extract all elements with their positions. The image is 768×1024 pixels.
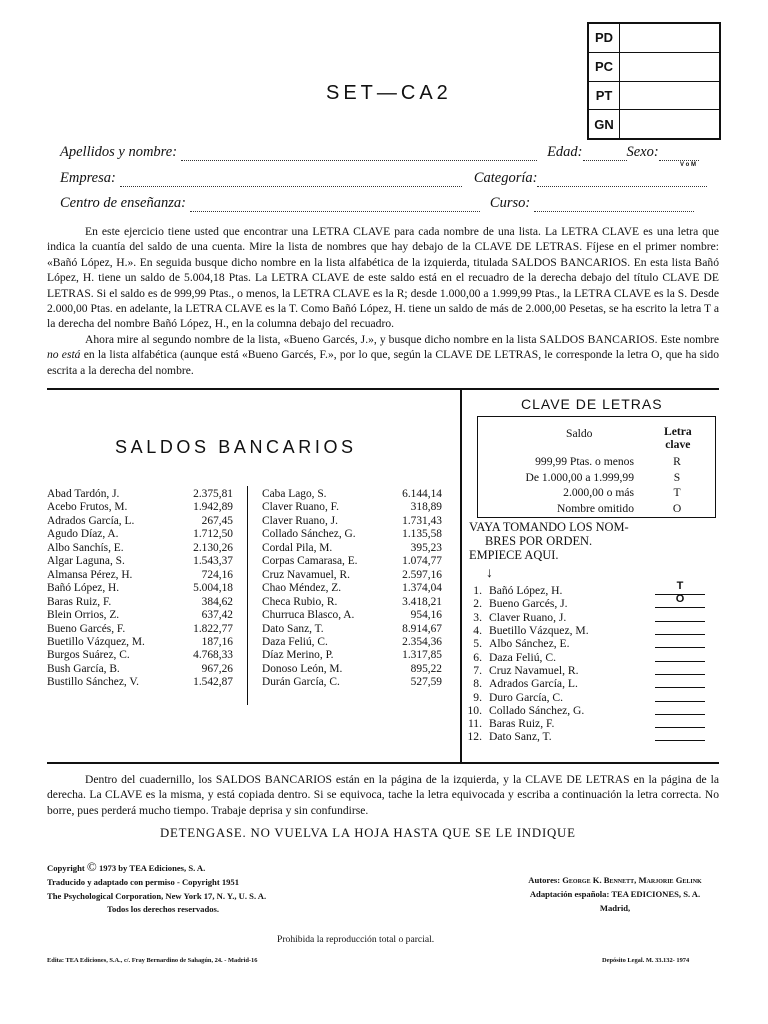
copyright-word: Copyright — [47, 863, 85, 873]
authors-label: Autores: — [528, 875, 561, 885]
clave-range: Nombre omitido — [557, 501, 634, 515]
answer-slot[interactable] — [655, 719, 705, 728]
answer-slot[interactable] — [655, 653, 705, 662]
account-amount: 1.135,58 — [402, 528, 442, 541]
list-name: Adrados García, L. — [489, 677, 578, 691]
account-row — [47, 676, 233, 689]
curso-field[interactable] — [534, 199, 694, 212]
list-name: Duro García, C. — [489, 690, 564, 704]
authors-block — [508, 874, 722, 915]
instructions — [47, 224, 719, 378]
score-label: GN — [589, 110, 620, 138]
legal-deposit: Depósito Legal. M. 33.132- 1974 — [602, 957, 690, 964]
list-item — [458, 593, 705, 611]
clave-header-letra-2: clave — [665, 438, 691, 451]
account-row — [47, 609, 233, 622]
account-amount: 954,16 — [410, 609, 442, 622]
vm-hint: V o M — [680, 162, 696, 168]
clave-header-saldo: Saldo — [566, 427, 593, 440]
account-amount: 2.354,36 — [402, 635, 442, 648]
empresa-label: Empresa: — [60, 170, 116, 186]
account-name: Abad Tardón, J. — [47, 488, 120, 500]
answer-slot[interactable] — [655, 626, 705, 635]
account-row — [262, 623, 442, 636]
clave-range: 999,99 Ptas. o menos — [535, 455, 634, 469]
account-name: Caba Lago, S. — [262, 488, 327, 500]
account-row — [47, 501, 233, 514]
answer-slot[interactable] — [655, 639, 705, 648]
list-name: Bueno Garcés, J. — [489, 597, 568, 611]
copyright-holder: 1973 by TEA Ediciones, S. A. — [98, 863, 206, 873]
curso-label: Curso: — [489, 195, 531, 211]
vaya-line-3: EMPIECE AQUI. — [469, 548, 559, 562]
list-item — [458, 730, 705, 743]
account-row — [262, 515, 442, 528]
clave-letter: R — [673, 455, 681, 469]
list-item — [458, 624, 705, 637]
account-amount: 1.712,50 — [193, 528, 233, 541]
answer-slot[interactable] — [655, 693, 705, 702]
instructions-paragraph-2 — [47, 332, 719, 378]
list-number: 1. — [473, 584, 482, 598]
stop-notice: DETENGASE. NO VUELVA LA HOJA HASTA QUE SE LE INDIQUE — [160, 826, 576, 840]
account-row — [262, 663, 442, 676]
clave-range: De 1.000,00 a 1.999,99 — [525, 470, 634, 484]
account-amount: 2.597,16 — [402, 568, 442, 581]
account-row — [47, 663, 233, 676]
account-amount: 527,59 — [410, 676, 442, 689]
list-item — [458, 690, 705, 703]
vaya-line-2: BRES POR ORDEN. — [485, 534, 593, 548]
empresa-field[interactable] — [120, 174, 462, 187]
score-cell[interactable] — [620, 110, 719, 138]
clave-range: 2.000,00 o más — [563, 486, 634, 500]
score-cell[interactable] — [620, 53, 719, 81]
publisher-line: Edita: TEA Ediciones, S.A., c/. Fray Bernardino de Sahagún, 24. - Madrid-16 — [47, 957, 258, 964]
adaptation-line: Adaptación española: TEA EDICIONES, S. A. — [529, 888, 701, 899]
list-number: 8. — [473, 677, 482, 691]
score-cell[interactable] — [620, 24, 719, 52]
score-box — [587, 22, 721, 140]
account-amount: 2.375,81 — [193, 488, 233, 500]
clave-row — [492, 454, 702, 470]
instructions-paragraph-2b: en la lista alfabética (aunque está «Bueno Garcés, F.», por lo que, según la CLAVE DE LETRAS, le corresponde la letra O, que ha sido escrita a la derecha del nombre. — [47, 348, 720, 377]
copyright-line-3: The Psychological Corporation, New York 17, N. Y., U. S. A. — [47, 890, 267, 901]
field-row-name — [60, 144, 710, 161]
list-number: 10. — [467, 703, 482, 717]
account-row — [47, 542, 233, 555]
list-item — [458, 664, 705, 677]
list-name: Buetillo Vázquez, M. — [489, 624, 589, 638]
account-name: Agudo Díaz, A. — [47, 528, 119, 541]
account-name: Durán García, C. — [262, 676, 340, 689]
account-name: Adrados García, L. — [47, 514, 135, 527]
account-name: Donoso León, M. — [262, 662, 343, 675]
account-name: Corpas Camarasa, E. — [262, 555, 358, 568]
account-row — [47, 623, 233, 636]
list-item — [458, 650, 705, 663]
account-amount: 6.144,14 — [402, 488, 442, 500]
list-name: Cruz Navamuel, R. — [489, 663, 579, 677]
account-name: Bush García, B. — [47, 662, 120, 675]
account-row — [262, 609, 442, 622]
copyright-line-2: Traducido y adaptado con permiso - Copyright 1951 — [47, 876, 240, 887]
clave-row — [492, 485, 702, 501]
clave-header-letra — [664, 425, 692, 451]
clave-title: CLAVE DE LETRAS — [521, 396, 663, 412]
score-row-pc — [589, 53, 719, 82]
account-amount: 637,42 — [201, 609, 233, 622]
copyright-icon: © — [86, 859, 97, 874]
account-amount: 384,62 — [201, 595, 233, 608]
account-amount: 1.374,04 — [402, 582, 442, 595]
account-amount: 4.768,33 — [193, 649, 233, 662]
account-row — [47, 582, 233, 595]
page-title: SET—CA2 — [326, 82, 452, 104]
sexo-label: Sexo: — [626, 144, 659, 160]
apellidos-label: Apellidos y nombre: — [60, 144, 178, 160]
account-amount: 1.731,43 — [402, 514, 442, 527]
answer-slot[interactable] — [655, 613, 705, 622]
clave-letter: T — [673, 486, 681, 500]
account-amount: 395,23 — [410, 541, 442, 554]
score-row-gn — [589, 110, 719, 138]
account-amount: 5.004,18 — [193, 582, 233, 595]
categoria-field[interactable] — [537, 174, 707, 187]
account-name: Bañó López, H. — [47, 582, 120, 595]
column-divider — [247, 486, 248, 705]
list-number: 9. — [473, 690, 482, 704]
account-amount: 1.542,87 — [193, 676, 233, 689]
list-item — [458, 637, 705, 650]
account-name: Burgos Suárez, C. — [47, 649, 130, 662]
down-arrow-icon: ↓ — [486, 566, 493, 581]
account-name: Collado Sánchez, G. — [262, 528, 356, 541]
account-row — [47, 596, 233, 609]
account-name: Bustillo Sánchez, V. — [47, 676, 139, 689]
account-amount: 1.317,85 — [402, 649, 442, 662]
apellidos-field[interactable] — [181, 148, 537, 161]
account-row — [262, 488, 442, 501]
account-name: Chao Méndez, Z. — [262, 582, 342, 595]
account-row — [47, 555, 233, 568]
clave-rows — [492, 454, 702, 516]
account-row — [262, 542, 442, 555]
field-row-school — [60, 195, 710, 212]
list-number: 3. — [473, 610, 482, 624]
copyright-line-1 — [47, 860, 266, 876]
account-amount: 1.074,77 — [402, 555, 442, 568]
authors-names: George K. Bennett, Marjorie Gelink — [562, 875, 702, 885]
account-row — [262, 555, 442, 568]
edad-field[interactable] — [583, 148, 627, 161]
answer-slot[interactable] — [655, 593, 705, 608]
account-row — [262, 528, 442, 541]
account-row — [262, 676, 442, 689]
score-label: PD — [589, 24, 620, 52]
copyright-block — [47, 860, 266, 917]
account-amount: 1.942,89 — [193, 501, 233, 514]
vaya-instructions — [469, 520, 629, 562]
account-name: Claver Ruano, J. — [262, 514, 338, 527]
clave-row — [492, 501, 702, 517]
account-name: Claver Ruano, F. — [262, 501, 339, 514]
list-number: 11. — [467, 717, 482, 731]
list-number: 6. — [473, 650, 482, 664]
account-amount: 724,16 — [201, 568, 233, 581]
account-name: Daza Feliú, C. — [262, 635, 328, 648]
list-name: Baras Ruiz, F. — [489, 717, 555, 731]
account-name: Acebo Frutos, M. — [47, 501, 128, 514]
account-row — [262, 582, 442, 595]
authors-line — [508, 874, 722, 888]
edad-label: Edad: — [547, 144, 583, 160]
list-name: Bañó López, H. — [489, 584, 563, 598]
account-amount: 895,22 — [410, 662, 442, 675]
account-row — [262, 649, 442, 662]
account-row — [47, 569, 233, 582]
score-label: PC — [589, 53, 620, 81]
account-amount: 187,16 — [201, 635, 233, 648]
account-amount: 967,26 — [201, 662, 233, 675]
list-number: 7. — [473, 663, 482, 677]
account-name: Almansa Pérez, H. — [47, 568, 133, 581]
account-row — [262, 569, 442, 582]
list-item — [458, 704, 705, 717]
account-name: Cruz Navamuel, R. — [262, 568, 350, 581]
clave-row — [492, 470, 702, 486]
list-item — [458, 611, 705, 624]
bottom-instructions — [47, 772, 719, 818]
bottom-paragraph: Dentro del cuadernillo, los SALDOS BANCARIOS están en la página de la izquierda, y la CLAVE DE LETRAS en la página de la derecha. La CLAVE es la misma, y está copiada dentro. Si se equivoca, tache la letra equivocada y escriba a continuación la letra correcta. No borre, pues perderá mucho tiempo. Trabaje deprisa y sin confundirse. — [47, 773, 719, 817]
field-row-company — [60, 170, 710, 187]
answer-letter: O — [675, 593, 685, 606]
saldos-right-column — [262, 488, 442, 690]
madrid-line: Madrid, — [599, 902, 631, 913]
account-row — [47, 488, 233, 501]
answer-slot[interactable] — [655, 706, 705, 715]
divider-bottom — [47, 762, 719, 764]
account-row — [47, 528, 233, 541]
account-amount: 3.418,21 — [402, 595, 442, 608]
list-name: Daza Feliú, C. — [489, 650, 556, 664]
account-row — [47, 649, 233, 662]
account-amount: 318,89 — [410, 501, 442, 514]
name-list — [458, 580, 705, 744]
account-name: Baras Ruiz, F. — [47, 595, 112, 608]
copyright-line-4: Todos los derechos reservados. — [107, 904, 220, 915]
score-label: PT — [589, 82, 620, 110]
account-name: Checa Rubio, R. — [262, 595, 338, 608]
answer-letter: T — [676, 580, 684, 593]
account-row — [262, 636, 442, 649]
list-number: 4. — [473, 624, 482, 638]
centro-label: Centro de enseñanza: — [60, 195, 186, 211]
list-name: Collado Sánchez, G. — [489, 703, 585, 717]
clave-letter: S — [673, 470, 681, 484]
answer-slot[interactable] — [655, 732, 705, 741]
account-name: Blein Orrios, Z. — [47, 609, 120, 622]
account-amount: 1.822,77 — [193, 622, 233, 635]
account-row — [47, 515, 233, 528]
account-name: Cordal Pila, M. — [262, 541, 333, 554]
list-name: Claver Ruano, J. — [489, 610, 567, 624]
list-number: 12. — [467, 730, 482, 744]
account-row — [262, 596, 442, 609]
account-name: Bueno Garcés, F. — [47, 622, 126, 635]
account-name: Churruca Blasco, A. — [262, 609, 355, 622]
account-amount: 8.914,67 — [402, 622, 442, 635]
account-name: Algar Laguna, S. — [47, 555, 125, 568]
list-item — [458, 717, 705, 730]
saldos-left-column — [47, 488, 233, 690]
instructions-paragraph-2a: Ahora mire al segundo nombre de la lista, «Bueno Garcés, J.», y busque dicho nombre en la lista SALDOS BANCARIOS. Este nombre — [85, 332, 719, 346]
sexo-field[interactable] — [659, 148, 699, 161]
account-row — [262, 501, 442, 514]
categoria-label: Categoría: — [473, 170, 538, 186]
account-amount: 2.130,26 — [193, 541, 233, 554]
list-number: 5. — [473, 637, 482, 651]
vaya-line-1: VAYA TOMANDO LOS NOM- — [469, 520, 629, 534]
account-name: Albo Sanchís, E. — [47, 541, 124, 554]
instructions-emphasis: no está — [47, 348, 81, 362]
answer-slot[interactable] — [655, 679, 705, 688]
reproduction-notice: Prohibida la reproducción total o parcial. — [277, 934, 435, 945]
score-row-pt — [589, 82, 719, 111]
account-name: Díaz Merino, P. — [262, 649, 334, 662]
list-item — [458, 677, 705, 690]
account-name: Dato Sanz, T. — [262, 622, 324, 635]
clave-letter: O — [672, 501, 682, 515]
answer-slot[interactable] — [655, 666, 705, 675]
divider-top — [47, 388, 719, 390]
saldos-title: SALDOS BANCARIOS — [115, 437, 357, 457]
account-row — [47, 636, 233, 649]
centro-field[interactable] — [190, 199, 480, 212]
account-name: Buetillo Vázquez, M. — [47, 635, 145, 648]
account-amount: 267,45 — [201, 514, 233, 527]
list-number: 2. — [473, 597, 482, 611]
list-name: Dato Sanz, T. — [489, 730, 552, 744]
account-amount: 1.543,37 — [193, 555, 233, 568]
score-cell[interactable] — [620, 82, 719, 110]
clave-box — [477, 416, 716, 518]
instructions-paragraph-1: En este ejercicio tiene usted que encontrar una LETRA CLAVE para cada nombre de una lista. La LETRA CLAVE es una letra que indica la cuantía del saldo de una cuenta. Mire la lista de nombres que hay debajo de la CLAVE DE LETRAS. Fíjese en el primer nombre: «Bañó López, H.». En seguida busque dicho nombre en la lista alfabética de la izquierda, titulada SALDOS BANCARIOS. En esta lista Bañó López, H. tiene un saldo de 5.004,18 Ptas. La LETRA CLAVE de este saldo está en el recuadro de la derecha debajo del título CLAVE DE LETRAS. Si el saldo es de 999,99 Ptas., o menos, la LETRA CLAVE es la R; desde 1.000,00 a 1.999,99 Ptas., la LETRA CLAVE es la S. Desde 2.000,00 Ptas. en adelante, la LETRA CLAVE es la T. Como Bañó López, H. tiene un saldo de más de 2.000,00 Pesetas, se ha escrito la letra T a la derecha del nombre Bañó López, H., en la columna debajo del recuadro. — [47, 225, 719, 331]
clave-header-letra-1: Letra — [664, 425, 692, 438]
list-name: Albo Sánchez, E. — [489, 637, 570, 651]
score-row-pd — [589, 24, 719, 53]
